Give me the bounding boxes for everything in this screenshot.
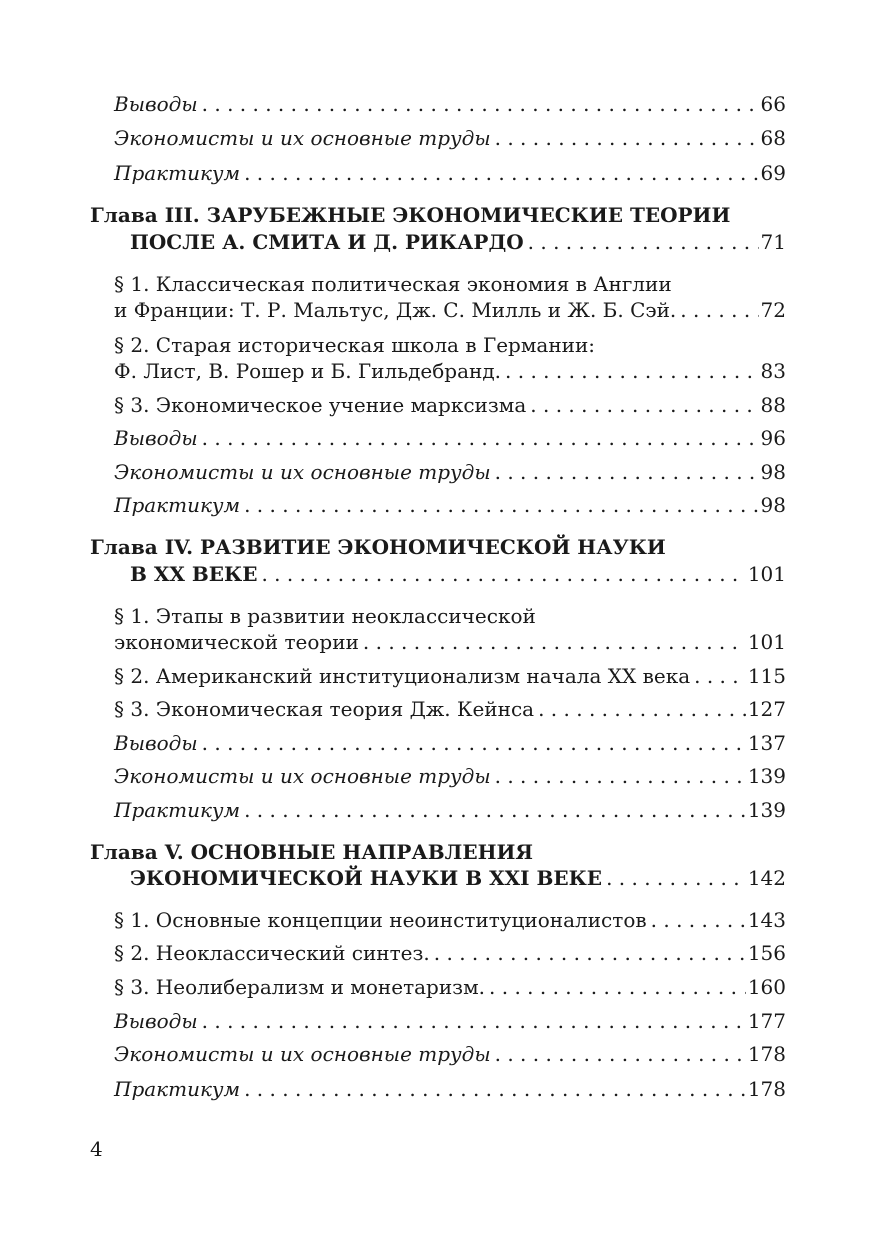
chapter-title-label: ПОСЛЕ А. СМИТА И Д. РИКАРДО [130,230,524,254]
toc-entry-page: 69 [760,161,786,185]
chapter-title-label: ЭКОНОМИЧЕСКОЙ НАУКИ В XXI ВЕКЕ [130,866,603,890]
dot-leader [489,975,746,999]
toc-entry-conclusions[interactable] [114,92,786,116]
section-label: § 1. Основные концепции неоинституционалистов [114,908,647,932]
section-label: § 2. Неоклассический синтез. [114,941,430,965]
toc-entry-page: 68 [760,126,786,150]
section-5-2[interactable] [114,941,786,965]
chapter-4-title-line1[interactable]: Глава IV. РАЗВИТИЕ ЭКОНОМИЧЕСКОЙ НАУКИ [90,535,666,559]
toc-entry-label: Практикум [114,798,241,822]
toc-entry-label: Экономисты и их основные труды [114,764,491,788]
chapter-5-title-line1[interactable]: Глава V. ОСНОВНЫЕ НАПРАВЛЕНИЯ [90,840,533,864]
toc-entry-label: Практикум [114,161,241,185]
chapter-page: 142 [747,866,786,890]
toc-entry-practicum[interactable] [114,161,786,185]
dot-leader [495,1042,746,1066]
chapter-5-title-line2[interactable] [130,866,786,890]
dot-leader [538,697,746,721]
toc-entry-page: 66 [760,92,786,116]
section-4-3[interactable] [114,697,786,721]
toc-entry-conclusions[interactable] [114,731,786,755]
section-3-1-line1[interactable]: § 1. Классическая политическая экономия в Англии [114,272,672,296]
dot-leader [244,1077,746,1101]
toc-entry-label: Практикум [114,493,241,517]
section-page: 115 [747,664,786,688]
section-label: Ф. Лист, В. Рошер и Б. Гильдебранд. [114,359,502,383]
dot-leader [244,493,758,517]
dot-leader [244,161,758,185]
dot-leader [495,126,759,150]
chapter-page: 101 [747,562,786,586]
section-label: § 3. Экономическая теория Дж. Кейнса [114,697,535,721]
toc-entry-label: Выводы [114,92,198,116]
dot-leader [363,630,746,654]
toc-entry-economists[interactable] [114,460,786,484]
toc-entry-conclusions[interactable] [114,426,786,450]
dot-leader [202,92,759,116]
toc-entry-practicum[interactable] [114,1077,786,1101]
toc-entry-practicum[interactable] [114,798,786,822]
section-4-1-line1[interactable]: § 1. Этапы в развитии неоклассической [114,604,536,628]
section-4-1[interactable] [114,630,786,654]
toc-entry-economists[interactable] [114,126,786,150]
chapter-3-title-line1[interactable]: Глава III. ЗАРУБЕЖНЫЕ ЭКОНОМИЧЕСКИЕ ТЕОРИИ [90,203,731,227]
toc-entry-label: Экономисты и их основные труды [114,460,491,484]
chapter-4-title-line2[interactable] [130,562,786,586]
chapter-3-title-line2[interactable] [130,230,786,254]
toc-entry-page: 139 [747,798,786,822]
section-page: 156 [747,941,786,965]
toc-entry-page: 139 [747,764,786,788]
section-page: 127 [747,697,786,721]
section-label: § 3. Неолиберализм и монетаризм. [114,975,486,999]
dot-leader [505,359,759,383]
toc-entry-economists[interactable] [114,764,786,788]
dot-leader [261,562,745,586]
dot-leader [680,298,758,322]
toc-entry-label: Выводы [114,731,198,755]
page-number: 4 [90,1137,103,1161]
dot-leader [651,908,746,932]
toc-entry-label: Выводы [114,1009,198,1033]
toc-entry-economists[interactable] [114,1042,786,1066]
section-label: и Франции: Т. Р. Мальтус, Дж. С. Милль и Ж. Б. Сэй. [114,298,677,322]
toc-entry-page: 98 [760,493,786,517]
dot-leader [606,866,746,890]
section-page: 143 [747,908,786,932]
toc-entry-page: 96 [760,426,786,450]
dot-leader [530,393,758,417]
toc-entry-page: 137 [747,731,786,755]
chapter-title-label: В XX ВЕКЕ [130,562,258,586]
dot-leader [528,230,759,254]
dot-leader [694,664,746,688]
toc-entry-conclusions[interactable] [114,1009,786,1033]
section-page: 83 [760,359,786,383]
toc-entry-page: 98 [760,460,786,484]
dot-leader [495,764,746,788]
section-5-1[interactable] [114,908,786,932]
section-5-3[interactable] [114,975,786,999]
toc-entry-page: 178 [747,1042,786,1066]
toc-entry-label: Экономисты и их основные труды [114,1042,491,1066]
section-3-3[interactable] [114,393,786,417]
toc-entry-label: Выводы [114,426,198,450]
toc-entry-practicum[interactable] [114,493,786,517]
dot-leader [495,460,759,484]
dot-leader [244,798,746,822]
section-3-1[interactable] [114,298,786,322]
dot-leader [202,731,746,755]
toc-entry-label: Практикум [114,1077,241,1101]
toc-entry-page: 178 [747,1077,786,1101]
section-4-2[interactable] [114,664,786,688]
section-page: 160 [747,975,786,999]
section-3-2-line1[interactable]: § 2. Старая историческая школа в Германии: [114,333,596,357]
section-page: 101 [747,630,786,654]
toc-entry-page: 177 [747,1009,786,1033]
section-page: 72 [760,298,786,322]
section-3-2[interactable] [114,359,786,383]
section-page: 88 [760,393,786,417]
section-label: § 3. Экономическое учение марксизма [114,393,527,417]
chapter-page: 71 [760,230,786,254]
dot-leader [202,1009,746,1033]
section-label: § 2. Американский институционализм начала XX века [114,664,691,688]
toc-entry-label: Экономисты и их основные труды [114,126,491,150]
section-label: экономической теории [114,630,359,654]
dot-leader [434,941,746,965]
dot-leader [202,426,759,450]
